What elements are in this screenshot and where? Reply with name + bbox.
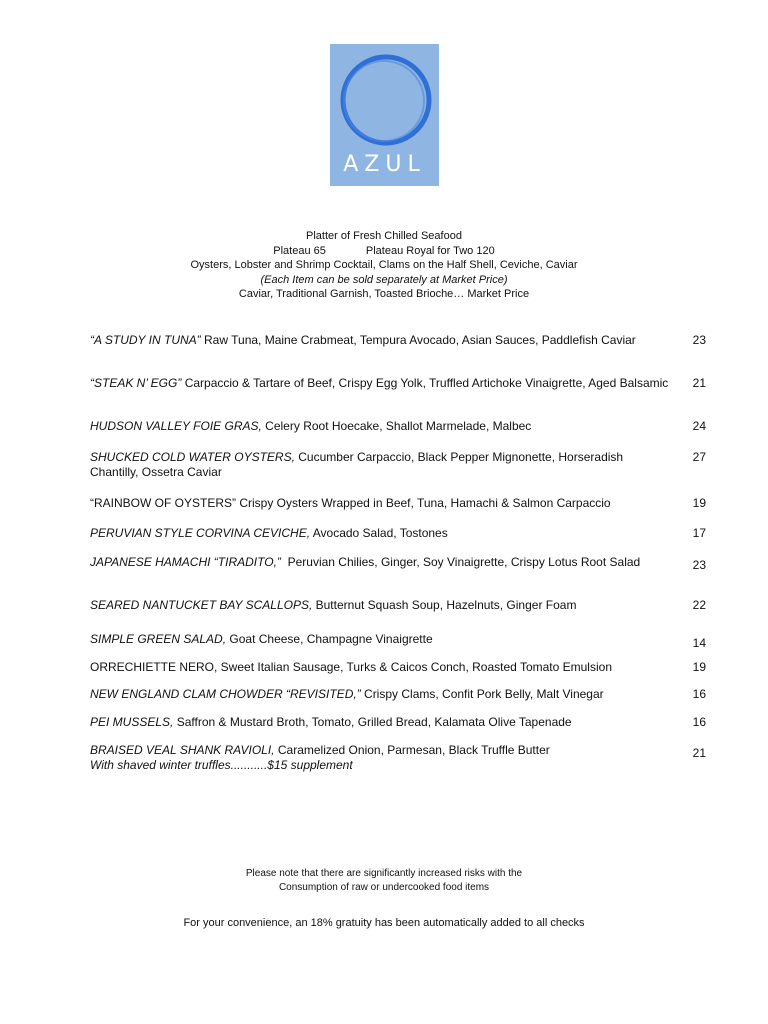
menu-item-description: [90, 419, 670, 434]
menu-item-description: [90, 632, 670, 647]
warning-line-1: Please note that there are significantly increased risks with the: [245, 868, 523, 879]
platter-section: [0, 229, 768, 302]
platter-title: Platter of Fresh Chilled Seafood: [306, 230, 462, 242]
menu-item-text: Carpaccio & Tartare of Beef, Crispy Egg Yolk, Truffled Artichoke Vinaigrette, Aged Balsamic: [181, 376, 669, 390]
plateau-prices: [0, 244, 768, 259]
menu-item-description: [90, 598, 670, 613]
menu-item-price: 23: [692, 558, 706, 572]
menu-item-text: Avocado Salad, Tostones: [310, 526, 448, 540]
menu-item-name: SHUCKED COLD WATER OYSTERS,: [90, 450, 295, 464]
plateau-price: Plateau 65: [273, 244, 326, 257]
caviar-line: Caviar, Traditional Garnish, Toasted Brioche… Market Price: [238, 288, 530, 300]
menu-item-price: 24: [692, 419, 706, 433]
menu-item-description: [90, 333, 670, 348]
platter-contents: Oysters, Lobster and Shrimp Cocktail, Clams on the Half Shell, Ceviche, Caviar: [190, 259, 578, 271]
menu-item-price: 16: [692, 715, 706, 729]
menu-item-name: HUDSON VALLEY FOIE GRAS,: [90, 419, 262, 433]
menu-item-name: BRAISED VEAL SHANK RAVIOLI,: [90, 743, 275, 757]
menu-item-text: Peruvian Chilies, Ginger, Soy Vinaigrette, Crispy Lotus Root Salad: [280, 555, 641, 569]
menu-item-text: Caramelized Onion, Parmesan, Black Truffle Butter: [274, 743, 550, 757]
menu-item-price: 17: [692, 526, 706, 540]
menu-item-price: 22: [692, 598, 706, 612]
plateau-royal-price: Plateau Royal for Two 120: [365, 244, 495, 257]
menu-item-price: 16: [692, 687, 706, 701]
menu-item-description: [90, 715, 670, 730]
raw-food-warning: [0, 867, 768, 895]
menu-item-description: [90, 376, 670, 391]
menu-item-text: Goat Cheese, Champagne Vinaigrette: [226, 632, 433, 646]
menu-item-description: [90, 555, 670, 570]
menu-item-description: [90, 526, 670, 541]
warning-line-2: Consumption of raw or undercooked food items: [278, 882, 490, 893]
gratuity-note: For your convenience, an 18% gratuity has been automatically added to all checks: [183, 917, 585, 929]
menu-item-price: 21: [692, 746, 706, 760]
menu-item-description: [90, 496, 670, 511]
menu-item-name: SEARED NANTUCKET BAY SCALLOPS,: [90, 598, 313, 612]
menu-item-price: 19: [692, 496, 706, 510]
menu-item-supplement: With shaved winter truffles...........$15 supplement: [90, 758, 353, 772]
menu-item-text: Celery Root Hoecake, Shallot Marmelade, Malbec: [261, 419, 532, 433]
menu-item-text: Raw Tuna, Maine Crabmeat, Tempura Avocado, Asian Sauces, Paddlefish Caviar: [200, 333, 636, 347]
menu-item-price: 19: [692, 660, 706, 674]
menu-item-price: 23: [692, 333, 706, 347]
azul-logo: [330, 44, 439, 186]
platter-note: (Each Item can be sold separately at Market Price): [260, 273, 508, 286]
menu-item-text: “RAINBOW OF OYSTERS” Crispy Oysters Wrapped in Beef, Tuna, Hamachi & Salmon Carpaccio: [90, 496, 611, 510]
menu-item-price: 27: [692, 450, 706, 464]
logo-wordmark: AZUL: [343, 152, 426, 177]
menu-item-name: “A STUDY IN TUNA”: [90, 333, 201, 347]
menu-item-name: PERUVIAN STYLE CORVINA CEVICHE,: [90, 526, 311, 540]
menu-item-price: 14: [692, 636, 706, 650]
menu-item-text: Crispy Clams, Confit Pork Belly, Malt Vinegar: [360, 687, 604, 701]
menu-item-price: 21: [692, 376, 706, 390]
menu-item-text: Cucumber Carpaccio, Black Pepper Mignonette, Horseradish Chantilly, Ossetra Caviar: [90, 450, 627, 479]
menu-item-description: [90, 687, 670, 702]
menu-item-text: Butternut Squash Soup, Hazelnuts, Ginger Foam: [312, 598, 577, 612]
menu-item-name: JAPANESE HAMACHI “TIRADITO,”: [90, 555, 281, 569]
menu-item-name: “STEAK N’ EGG”: [90, 376, 182, 390]
menu-item-description: [90, 743, 670, 773]
menu-item-description: [90, 450, 670, 480]
menu-item-text: Saffron & Mustard Broth, Tomato, Grilled Bread, Kalamata Olive Tapenade: [173, 715, 572, 729]
menu-item-description: [90, 660, 670, 675]
menu-item-name: NEW ENGLAND CLAM CHOWDER “REVISITED,”: [90, 687, 361, 701]
menu-item-text: ORRECHIETTE NERO, Sweet Italian Sausage, Turks & Caicos Conch, Roasted Tomato Emulsion: [90, 660, 612, 674]
menu-item-name: PEI MUSSELS,: [90, 715, 174, 729]
menu-item-name: SIMPLE GREEN SALAD,: [90, 632, 227, 646]
